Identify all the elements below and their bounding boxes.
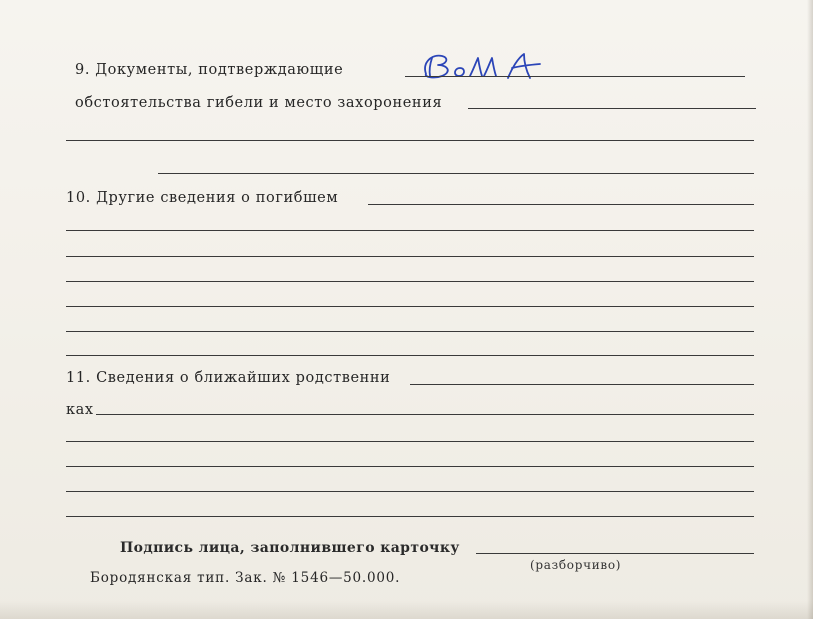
answer-line-item10-6 <box>66 331 754 332</box>
signature-line <box>476 553 754 554</box>
signature-caption: (разборчиво) <box>530 558 622 572</box>
item9-label-line1: 9. Документы, подтверждающие <box>75 62 344 78</box>
answer-line-item11-4 <box>66 466 754 467</box>
answer-line-item9-1 <box>405 76 745 77</box>
item9-label-line2: обстоятельства гибели и место захоронения <box>75 95 443 111</box>
answer-line-item11-6 <box>66 516 754 517</box>
item11-label-line1: 11. Сведения о ближайших родственни <box>66 370 391 386</box>
paper-edge-bottom <box>0 601 813 619</box>
printer-imprint: Бородянская тип. Зак. № 1546—50.000. <box>90 570 401 586</box>
answer-line-item10-4 <box>66 281 754 282</box>
answer-line-item9-4 <box>158 173 754 174</box>
paper-edge-right <box>807 0 813 619</box>
answer-line-item10-7 <box>66 355 754 356</box>
answer-line-item11-5 <box>66 491 754 492</box>
answer-line-item10-3 <box>66 256 754 257</box>
answer-line-item11-2 <box>96 414 754 415</box>
item10-label: 10. Другие сведения о погибшем <box>66 190 339 206</box>
item11-label-line2: ках <box>66 402 94 418</box>
answer-line-item10-1 <box>368 204 754 205</box>
answer-line-item10-2 <box>66 230 754 231</box>
answer-line-item9-3 <box>66 140 754 141</box>
answer-line-item11-1 <box>410 384 754 385</box>
signature-label: Подпись лица, заполнившего карточку <box>120 540 460 556</box>
handwritten-answer-item9 <box>416 48 546 84</box>
answer-line-item11-3 <box>66 441 754 442</box>
answer-line-item10-5 <box>66 306 754 307</box>
answer-line-item9-2 <box>468 108 756 109</box>
